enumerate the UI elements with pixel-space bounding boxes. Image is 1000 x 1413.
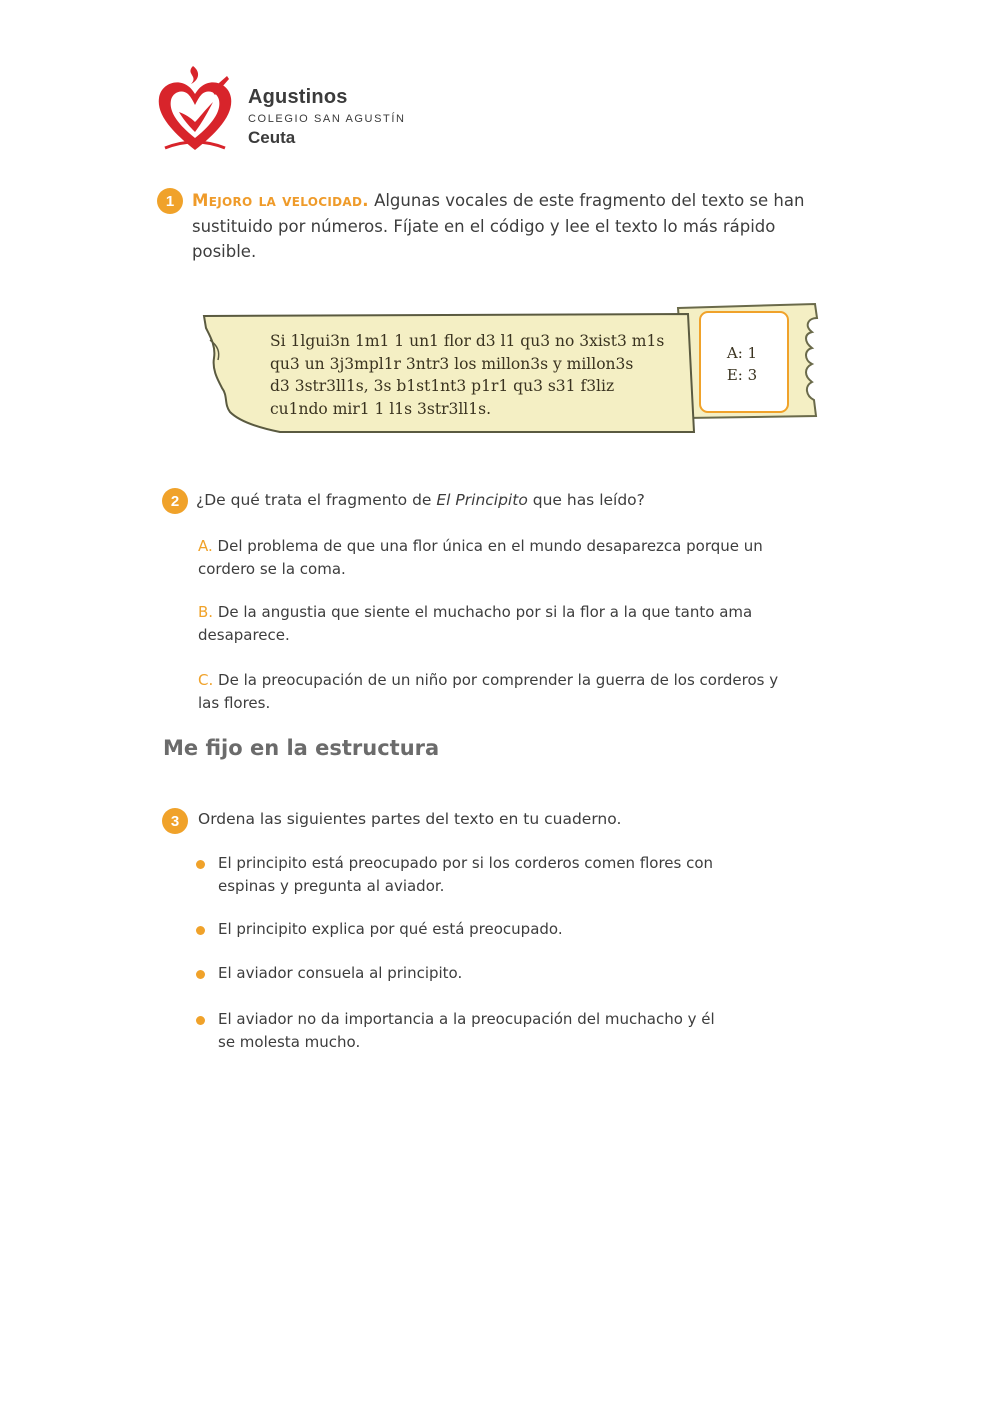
heart-flame-logo-icon	[155, 62, 235, 154]
list-item-text: El aviador no da importancia a la preocupación del muchacho y él se molesta mucho.	[218, 1010, 715, 1051]
option-b[interactable]	[198, 601, 788, 647]
logo-school: COLEGIO SAN AGUSTÍN	[248, 113, 406, 125]
question-1-title: Mejoro la velocidad.	[192, 191, 369, 210]
list-item-text: El aviador consuela al principito.	[218, 964, 463, 982]
code-a: A: 1	[726, 344, 758, 362]
option-letter: A.	[198, 537, 213, 555]
option-text: Del problema de que una flor única en el mundo desaparezca porque un cordero se la coma.	[198, 537, 763, 578]
logo-city: Ceuta	[248, 128, 296, 147]
section-title: Me fijo en la estructura	[163, 736, 440, 760]
logo-name: Agustinos	[248, 86, 348, 108]
coded-line: Si 1lgui3n 1m1 1 un1 flor d3 l1 qu3 no 3xist3 m1s	[270, 332, 665, 350]
question-1-badge: 1	[157, 188, 183, 214]
coded-line: d3 3str3ll1s, 3s b1st1nt3 p1r1 qu3 s31 f3liz	[270, 377, 615, 395]
coded-fragment	[270, 330, 690, 420]
list-item-text: El principito está preocupado por si los corderos comen flores con espinas y pregunta al aviador.	[218, 854, 714, 895]
option-a[interactable]	[198, 535, 788, 581]
option-text: De la preocupación de un niño por comprender la guerra de los corderos y las flores.	[198, 671, 779, 712]
question-1-body: Algunas vocales de este fragmento del texto se han sustituido por números. Fíjate en el código y lee el texto lo más rápido posible.	[192, 191, 805, 261]
option-letter: B.	[198, 603, 214, 621]
coded-line: qu3 un 3j3mpl1r 3ntr3 los millon3s y millon3s	[270, 354, 634, 373]
question-3-text: Ordena las siguientes partes del texto en tu cuaderno.	[198, 810, 622, 828]
question-2-text-start: ¿De qué trata el fragmento de	[196, 491, 437, 509]
question-3-badge: 3	[162, 808, 188, 834]
option-text: De la angustia que siente el muchacho por si la flor a la que tanto ama desaparece.	[198, 603, 753, 644]
coded-line: cu1ndo mir1 1 l1s 3str3ll1s.	[270, 399, 492, 418]
question-1-text	[192, 188, 832, 265]
bullet-dot-icon	[196, 1016, 205, 1025]
bullet-dot-icon	[196, 926, 205, 935]
option-letter: C.	[198, 671, 214, 689]
list-item	[196, 918, 736, 941]
bullet-dot-icon	[196, 970, 205, 979]
list-item	[196, 852, 736, 898]
bullet-dot-icon	[196, 860, 205, 869]
list-item	[196, 962, 736, 985]
list-item-text: El principito explica por qué está preocupado.	[218, 920, 563, 938]
question-2-badge: 2	[162, 488, 188, 514]
list-item	[196, 1008, 736, 1054]
option-c[interactable]	[198, 669, 788, 715]
question-2-text	[196, 491, 645, 509]
code-key	[712, 342, 772, 386]
code-e: E: 3	[726, 366, 758, 384]
book-title: El Principito	[436, 491, 528, 509]
question-2-text-end: que has leído?	[527, 491, 645, 509]
